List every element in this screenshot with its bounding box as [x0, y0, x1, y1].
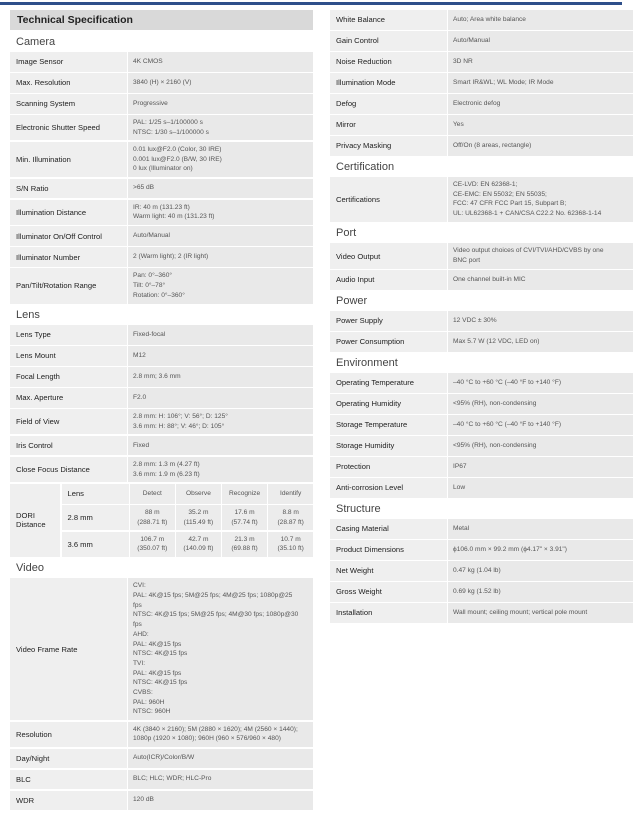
dori-column-header: Recognize [222, 484, 267, 504]
dori-cell-line: 35.2 m [188, 509, 209, 517]
spec-value [128, 142, 313, 177]
spec-value [448, 136, 633, 156]
spec-value-line: 1080p (1920 × 1080); 960H (960 × 576/960 × 480) [133, 735, 281, 743]
spec-value-line: 3.6 mm: H: 88°; V: 46°; D: 105° [133, 422, 225, 430]
spec-row-installation [330, 603, 633, 623]
spec-row-operating-temperature [330, 373, 633, 393]
spec-value [448, 94, 633, 114]
left-column [10, 10, 313, 812]
dori-lens-header: Lens [62, 484, 129, 504]
spec-row-scanning-system [10, 94, 313, 114]
spec-value [448, 10, 633, 30]
spec-value-line: Low [453, 484, 466, 492]
spec-label: Max. Resolution [10, 73, 127, 93]
spec-value-line: One channel built-in MIC [453, 276, 526, 284]
spec-value-line: F2.0 [133, 393, 147, 401]
spec-value [128, 179, 313, 199]
spec-row-s-n-ratio [10, 179, 313, 199]
spec-label: Focal Length [10, 367, 127, 387]
spec-value-line: –40 °C to +60 °C (–40 °F to +140 °F) [453, 379, 562, 387]
spec-value-line: M12 [133, 351, 146, 359]
spec-value [448, 519, 633, 539]
spec-label: WDR [10, 791, 127, 811]
spec-row-operating-humidity [330, 394, 633, 414]
spec-value [448, 332, 633, 352]
spec-value-line: NTSC: 4K@15 fps [133, 679, 188, 687]
spec-label: Min. Illumination [10, 142, 127, 177]
spec-row-illumination-mode [330, 73, 633, 93]
section-heading-camera: Camera [16, 36, 56, 48]
spec-value-line: CE-LVD: EN 62368-1; [453, 181, 518, 188]
spec-value-line: PAL: 4K@15 fps [133, 669, 182, 677]
spec-value-line: fps [133, 601, 142, 609]
spec-label: Illuminator Number [10, 247, 127, 267]
spec-label: Image Sensor [10, 52, 127, 72]
section-heading-port: Port [336, 227, 357, 240]
spec-label: Max. Aperture [10, 388, 127, 408]
dori-cell-line: 8.8 m [282, 509, 299, 517]
dori-cell-line: 42.7 m [188, 535, 209, 543]
spec-value-line: NTSC: 4K@15 fps [133, 650, 188, 658]
spec-value-line: Warm light: 40 m (131.23 ft) [133, 213, 215, 221]
spec-row-power-supply [330, 311, 633, 331]
spec-row-gross-weight [330, 582, 633, 602]
spec-row-power-consumption [330, 332, 633, 352]
spec-row-audio-input [330, 270, 633, 290]
spec-label: Operating Temperature [330, 373, 447, 393]
spec-label: Illumination Distance [10, 200, 127, 225]
spec-value-line: TVI: [133, 659, 146, 667]
spec-row-defog [330, 94, 633, 114]
spec-label: Pan/Tilt/Rotation Range [10, 268, 127, 303]
right-column [330, 10, 633, 624]
spec-label: Power Consumption [330, 332, 447, 352]
spec-label: Privacy Masking [330, 136, 447, 156]
spec-value-line: Rotation: 0°–360° [133, 291, 185, 299]
spec-value-line: UL: UL62368-1 + CAN/CSA C22.2 No. 62368-1-14 [453, 210, 602, 218]
spec-value [448, 177, 633, 222]
spec-row-focal-length [10, 367, 313, 387]
spec-row-casing-material [330, 519, 633, 539]
dori-cell-line: (350.07 ft) [137, 545, 168, 553]
spec-row-anti-corrosion-level [330, 478, 633, 498]
dori-cell-line: 10.7 m [280, 535, 301, 543]
spec-row-storage-temperature [330, 415, 633, 435]
spec-label: Audio Input [330, 270, 447, 290]
spec-row-illuminator-on-off-control [10, 226, 313, 246]
section-heading-certification: Certification [336, 161, 395, 173]
dori-cell [268, 532, 313, 557]
spec-row-illuminator-number [10, 247, 313, 267]
spec-value-line: Smart IR&WL; WL Mode; IR Mode [453, 78, 554, 86]
dori-cell-line: 88 m [144, 509, 160, 517]
spec-value-line: <95% (RH), non-condensing [453, 442, 537, 450]
dori-cell-line: 21.3 m [234, 535, 255, 543]
spec-label: Defog [330, 94, 447, 114]
spec-row-max-aperture [10, 388, 313, 408]
spec-value-line: 3D NR [453, 57, 473, 65]
spec-value [448, 540, 633, 560]
dori-cell-line: (288.71 ft) [137, 518, 168, 526]
spec-label: Casing Material [330, 519, 447, 539]
dori-lens: 3.6 mm [62, 532, 129, 557]
spec-value-line: PAL: 960H [133, 698, 165, 706]
dori-table [10, 484, 313, 557]
spec-label: Resolution [10, 722, 127, 747]
spec-value-line: Wall mount; ceiling mount; vertical pole mount [453, 609, 588, 617]
spec-value [128, 791, 313, 811]
dori-cell [130, 532, 175, 557]
spec-row-gain-control [330, 31, 633, 51]
spec-value [128, 722, 313, 747]
spec-value [128, 268, 313, 303]
spec-label: Operating Humidity [330, 394, 447, 414]
spec-value-line: 4K CMOS [133, 57, 163, 65]
spec-row-lens-type [10, 325, 313, 345]
spec-value-line: CE-EMC: EN 55032; EN 55035; [453, 190, 547, 198]
spec-value-line: CVI: [133, 582, 146, 590]
spec-value [448, 373, 633, 393]
spec-value [448, 115, 633, 135]
spec-value [448, 73, 633, 93]
spec-value [128, 770, 313, 790]
spec-value-line: 0.69 kg (1.52 lb) [453, 588, 501, 596]
spec-label: Gain Control [330, 31, 447, 51]
spec-value [448, 52, 633, 72]
spec-value [448, 561, 633, 581]
spec-label: Anti-corrosion Level [330, 478, 447, 498]
spec-value-line: NTSC: 960H [133, 708, 171, 716]
spec-row-noise-reduction [330, 52, 633, 72]
spec-row-iris-control [10, 436, 313, 456]
spec-value-line: Metal [453, 525, 470, 533]
spec-value-line: 3840 (H) × 2160 (V) [133, 78, 192, 86]
section-heading-power: Power [336, 295, 368, 308]
spec-label: Illuminator On/Off Control [10, 226, 127, 246]
spec-value-line: <95% (RH), non-condensing [453, 400, 537, 408]
spec-value-line: Electronic defog [453, 99, 501, 107]
spec-label: Iris Control [10, 436, 127, 456]
spec-value-line: 3.6 mm: 1.9 m (6.23 ft) [133, 470, 200, 478]
spec-label: Lens Mount [10, 346, 127, 366]
spec-value-line: 2 (Warm light); 2 (IR light) [133, 253, 209, 261]
section-heading-environment: Environment [336, 357, 398, 370]
dori-cell-line: (57.74 ft) [231, 518, 258, 526]
spec-label: Power Supply [330, 311, 447, 331]
spec-label: Net Weight [330, 561, 447, 581]
spec-row-net-weight [330, 561, 633, 581]
spec-value-line: Fixed [133, 441, 150, 449]
dori-cell [176, 505, 221, 530]
spec-value [448, 270, 633, 290]
spec-value-line: IP67 [453, 463, 467, 471]
spec-value [128, 436, 313, 456]
spec-label: Protection [330, 457, 447, 477]
spec-value [448, 394, 633, 414]
section-heading-lens: Lens [16, 309, 40, 322]
spec-value [128, 52, 313, 72]
spec-label: Scanning System [10, 94, 127, 114]
spec-value-line: Auto; Area white balance [453, 15, 526, 23]
spec-row-certifications [330, 177, 633, 222]
spec-label: BLC [10, 770, 127, 790]
spec-label: Storage Temperature [330, 415, 447, 435]
spec-value-line: NTSC: 4K@15 fps; 5M@25 fps; 4M@30 fps; 1080p@30 [133, 611, 299, 619]
spec-value-line: CVBS: [133, 689, 153, 697]
spec-value-line: Auto/Manual [133, 232, 171, 240]
spec-row-field-of-view [10, 409, 313, 434]
spec-value-line: 0.01 lux@F2.0 (Color, 30 IRE) [133, 145, 222, 153]
spec-row-min-illumination [10, 142, 313, 177]
dori-lens: 2.8 mm [62, 505, 129, 530]
spec-value-line: Auto(ICR)/Color/B/W [133, 754, 195, 762]
dori-cell-line: (28.87 ft) [277, 518, 304, 526]
spec-value-line: ϕ106.0 mm × 99.2 mm (ϕ4.17" × 3.91") [453, 546, 567, 554]
spec-row-pan-tilt-rotation-range [10, 268, 313, 303]
page-title: Technical Specification [10, 10, 313, 30]
spec-value-line: PAL: 4K@15 fps [133, 640, 182, 648]
spec-value [128, 388, 313, 408]
spec-value [448, 31, 633, 51]
spec-label: Lens Type [10, 325, 127, 345]
dori-cell-line: (140.09 ft) [183, 545, 214, 553]
spec-row-privacy-masking [330, 136, 633, 156]
spec-value [128, 325, 313, 345]
spec-row-protection [330, 457, 633, 477]
dori-cell [268, 505, 313, 530]
spec-row-max-resolution [10, 73, 313, 93]
spec-label: Installation [330, 603, 447, 623]
spec-value-line: PAL: 4K@15 fps; 5M@25 fps; 4M@25 fps; 1080p@25 [133, 592, 293, 600]
spec-label: Product Dimensions [330, 540, 447, 560]
spec-value-line: NTSC: 1/30 s–1/100000 s [133, 128, 209, 136]
spec-value [128, 457, 313, 482]
spec-row-wdr [10, 791, 313, 811]
spec-row-blc [10, 770, 313, 790]
dori-cell-line: (35.10 ft) [277, 545, 304, 553]
dori-cell [176, 532, 221, 557]
spec-value-line: 4K (3840 × 2160); 5M (2880 × 1620); 4M (2560 × 1440); [133, 725, 298, 733]
spec-value [448, 415, 633, 435]
dori-cell-line: 17.6 m [234, 509, 255, 517]
dori-label: DORI Distance [10, 484, 60, 557]
spec-row-illumination-distance [10, 200, 313, 225]
spec-value [128, 73, 313, 93]
dori-column-header: Identify [268, 484, 313, 504]
dori-column-header: Observe [176, 484, 221, 504]
spec-value [128, 346, 313, 366]
spec-value [448, 582, 633, 602]
spec-value [128, 115, 313, 140]
spec-value [448, 478, 633, 498]
spec-row-image-sensor [10, 52, 313, 72]
dori-cell-line: 106.7 m [140, 535, 165, 543]
dori-cell-line: (115.49 ft) [183, 518, 214, 526]
spec-value [448, 457, 633, 477]
spec-label: Gross Weight [330, 582, 447, 602]
section-heading-structure: Structure [336, 503, 381, 516]
spec-value-line: 2.8 mm: 1.3 m (4.27 ft) [133, 460, 200, 468]
spec-label: Video Frame Rate [10, 578, 127, 720]
spec-value-line: 0.47 kg (1.04 lb) [453, 567, 501, 575]
spec-value [128, 226, 313, 246]
dori-column-header: Detect [130, 484, 175, 504]
spec-value-line: Max 5.7 W (12 VDC, LED on) [453, 338, 540, 346]
spec-value-line: 0 lux (Illuminator on) [133, 165, 193, 173]
spec-value-line: 12 VDC ± 30% [453, 317, 497, 325]
spec-value-line: IR: 40 m (131.23 ft) [133, 203, 190, 211]
spec-value-line: >65 dB [133, 184, 155, 192]
spec-value [448, 436, 633, 456]
spec-value-line: Pan: 0°–360° [133, 272, 173, 280]
spec-value-line: Yes [453, 120, 464, 128]
spec-value-line: Tilt: 0°–78° [133, 282, 166, 290]
spec-row-video-output [330, 243, 633, 268]
spec-label: Certifications [330, 177, 447, 222]
spec-label: Video Output [330, 243, 447, 268]
spec-row-day-night [10, 749, 313, 769]
spec-value [128, 94, 313, 114]
spec-label: White Balance [330, 10, 447, 30]
spec-row-close-focus-distance [10, 457, 313, 482]
spec-value-line: Off/On (8 areas, rectangle) [453, 141, 532, 149]
spec-value [128, 200, 313, 225]
spec-row-video-frame-rate [10, 578, 313, 720]
spec-value-line: FCC: 47 CFR FCC Part 15, Subpart B; [453, 200, 567, 208]
spec-value [128, 247, 313, 267]
spec-row-storage-humidity [330, 436, 633, 456]
section-heading-video: Video [16, 562, 44, 575]
spec-label: Noise Reduction [330, 52, 447, 72]
spec-value [128, 578, 313, 720]
spec-label: S/N Ratio [10, 179, 127, 199]
spec-value-line: PAL: 1/25 s–1/100000 s [133, 119, 203, 126]
dori-cell [222, 532, 267, 557]
spec-value-line: –40 °C to +60 °C (–40 °F to +140 °F) [453, 421, 562, 429]
spec-row-white-balance [330, 10, 633, 30]
spec-value-line: 120 dB [133, 796, 154, 804]
spec-value-line: Progressive [133, 99, 168, 107]
spec-value-line: BNC port [453, 257, 481, 265]
spec-label: Close Focus Distance [10, 457, 127, 482]
spec-value [128, 367, 313, 387]
spec-row-lens-mount [10, 346, 313, 366]
spec-label: Mirror [330, 115, 447, 135]
spec-value-line: AHD: [133, 630, 149, 638]
spec-value [128, 409, 313, 434]
spec-value [448, 311, 633, 331]
spec-value-line: 2.8 mm: H: 106°; V: 56°; D: 125° [133, 413, 228, 421]
spec-label: Illumination Mode [330, 73, 447, 93]
spec-row-resolution [10, 722, 313, 747]
spec-label: Electronic Shutter Speed [10, 115, 127, 140]
spec-value-line: Auto/Manual [453, 36, 491, 44]
spec-value [448, 243, 633, 268]
spec-value-line: fps [133, 621, 142, 629]
dori-cell [222, 505, 267, 530]
dori-cell-line: (69.88 ft) [231, 545, 258, 553]
spec-row-product-dimensions [330, 540, 633, 560]
spec-label: Storage Humidity [330, 436, 447, 456]
dori-cell [130, 505, 175, 530]
spec-label: Field of View [10, 409, 127, 434]
spec-value-line: BLC; HLC; WDR; HLC-Pro [133, 775, 212, 783]
spec-label: Day/Night [10, 749, 127, 769]
spec-row-mirror [330, 115, 633, 135]
spec-value-line: 0.001 lux@F2.0 (B/W, 30 IRE) [133, 155, 222, 163]
spec-row-electronic-shutter-speed [10, 115, 313, 140]
spec-value-line: Video output choices of CVI/TVI/AHD/CVBS by one [453, 247, 604, 255]
spec-value-line: Fixed-focal [133, 330, 166, 338]
spec-value-line: 2.8 mm; 3.6 mm [133, 372, 181, 380]
spec-value [448, 603, 633, 623]
spec-value [128, 749, 313, 769]
header-rule [0, 2, 622, 5]
